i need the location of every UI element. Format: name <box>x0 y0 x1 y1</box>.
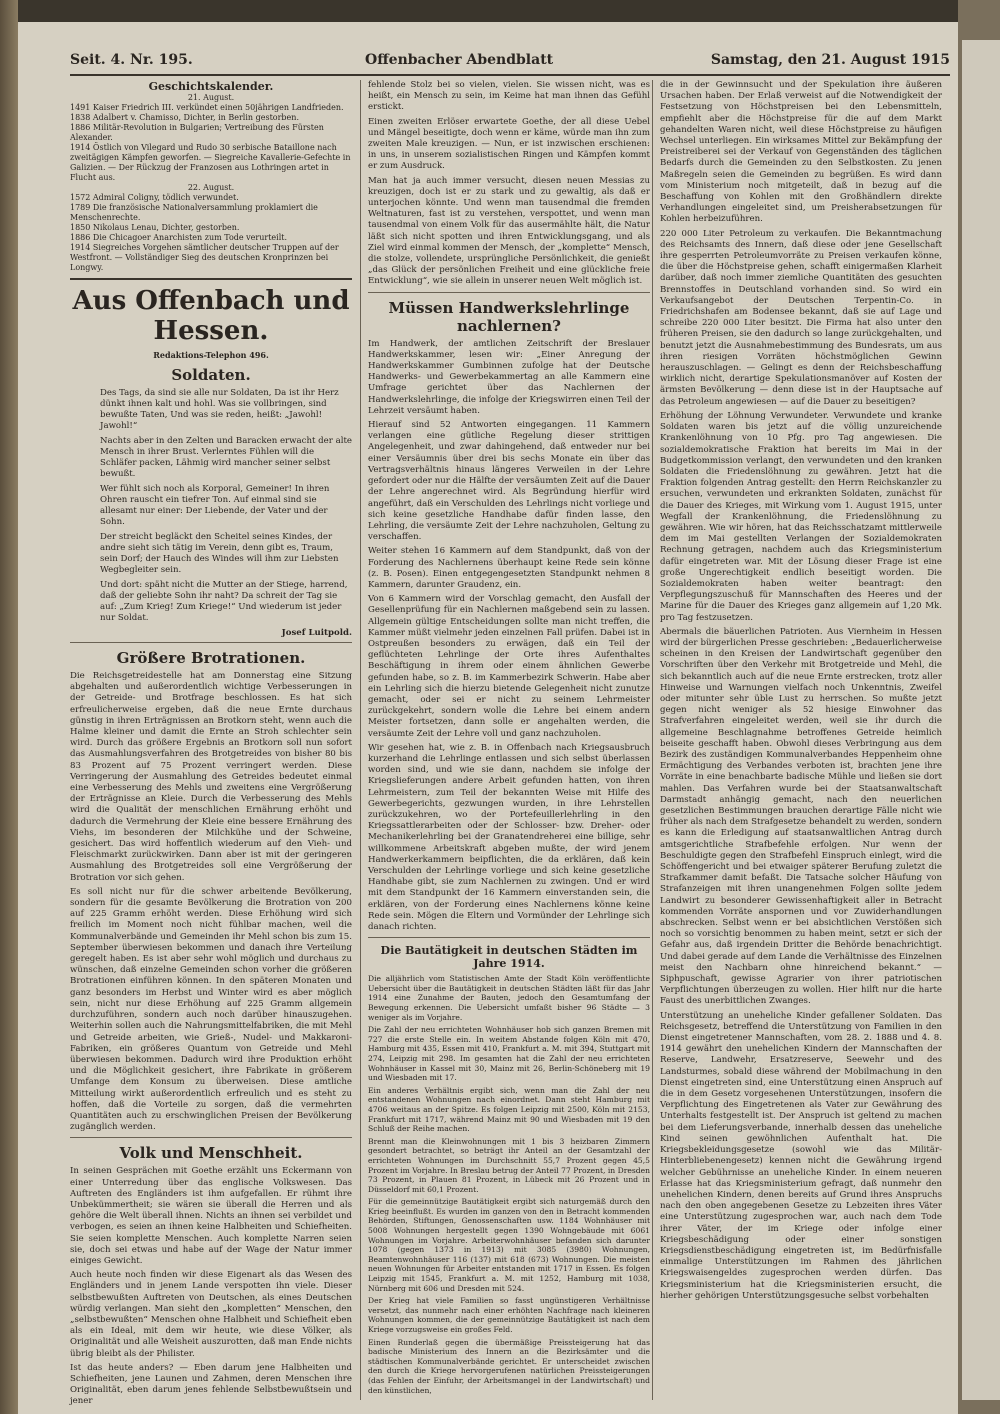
article-paragraph: die in der Gewinnsucht und der Spekulation ihre äußeren Ursachen haben. Der Erlaß verweist auf die Notwendigkeit der Festsetzung von Höchstpreisen bei den Lebensmitteln, empfiehlt aber die Höchstpreise für die auf dem Markt gehandelten Waren nicht, weil diese Höchstpreise zu häufigen Wechsel unterliegen. Ein wirksames Mittel zur Bekämpfung der Preistreiberei sei der Verkauf von Gegenständen des täglichen Bedarfs durch die Gemeinden zu den Selbstkosten. Zu jenen Maßregeln seien die Gemeinden zu begrüßen. Es wird dann vom Ministerium noch mitgeteilt, daß in bezug auf die Beschaffung von Kohlen mit den Großhändlern direkte Verhandlungen eingeleitet sind, um Preisherabsetzungen für Kohlen herbeizuführen. <box>660 80 942 225</box>
article-paragraph: fehlende Stolz bei so vielen, vielen. Sie wissen nicht, was es heißt, ein Mensch zu sein, im Keime hat man ihnen das Gefühl erstickt. <box>368 80 650 113</box>
article-paragraph: Abermals die bäuerlichen Patrioten. Aus Viernheim in Hessen wird der bürgerlichen Presse geschrieben: „Bedauerlicherweise scheinen in den Kreisen der Landwirtschaft gegenüber den Vorschriften über den Verkehr mit Brotgetreide und Mehl, die sich bekanntlich auch auf die neue Ernte erstrecken, trotz aller Hinweise und Warnungen vielfach noch Unkenntnis, Zweifel oder mitunter sehr üble Lust zu herrschen. So mußte jetzt gegen nicht weniger als 52 hiesige Einwohner das Strafverfahren eingeleitet werden, weil sie ihr durch die allgemeine Beschlagnahme betroffenes Getreide heimlich beiseite geschafft haben. Obwohl dieses Verbringung aus dem Bezirk des zuständigen Kommunalverbandes Heppenheim ohne Ermächtigung des Verbandes verboten ist, brachten jene ihre Vorräte in eine benachbarte badische Mühle und ließen sie dort mahlen. Das Verfahren wurde bei der Staatsanwaltschaft Darmstadt anhängig gemacht, nach den neuerlichen gesetzlichen Bestimmungen brauchen derartige Fälle nicht wie früher als nach dem Strafgesetze behandelt zu werden, sondern es kann die Erledigung auf staatsanwaltlichen Antrag durch amtsgerichtliche Strafbefehle erfolgen. Nur wenn der Beschuldigte gegen den Strafbefehl Einspruch einlegt, wird die Schöffengericht und bei etwaiger späterer Berufung zuletzt die Strafkammer damit befaßt. Die Tatsache solcher Häufung von Strafanzeigen mit ihren unangenehmen Folgen sollte jedem Landwirt zu besonderer Gewissenhaftigkeit aller in Betracht kommenden Vorräte anspornen und vor Zuwiderhandlungen abschrecken. Selbst wenn er bei absichtlichen Verstößen sich noch so vorsichtig benommen zu haben meint, setzt er sich der Gefahr aus, daß irgendein Dritter die Behörde benachrichtigt. Und dabei gerade auf dem Lande die Verhältnisse des Einzelnen meist den Nachbarn ohne hinreichend bekannt.“ — Siphpuschaft, gewisse Agrarier von ihrer patriotischen Verpflichtungen überzeugen zu wollen. Hier hilft nur die harte Faust des unerbittlichen Zwanges. <box>660 626 942 1007</box>
article-paragraph: Unterstützung an uneheliche Kinder gefallener Soldaten. Das Reichsgesetz, betreffend die Unterstützung von Familien in den Dienst eingetretener Mannschaften, vom 28. 2. 1888 und 4. 8. 1914 gewährt den unehelichen Kindern der Mannschaften der Reserve, Landwehr, Ersatzreserve, Seewehr und des Landsturmes, sobald diese während der Mobilmachung in den Dienst eingetreten sind, eine Unterstützung einen Anspruch auf die in dem Gesetz vorgesehenen Unterstützungen, insofern die Verpflichtung des Eingetretenen als Vater zur Gewährung des Unterhalts festgestellt ist. Der Anspruch ist geltend zu machen bei dem Lieferungsverbande, innerhalb dessen das uneheliche Kind seinen gewöhnlichen Aufenthalt hat. Die Kriegsbekleidungsgesetze (sowohl wie das Militär-Hinterbliebenengesetz) kennen nicht die Gewährung irgend welcher Gebührnisse an uneheliche Kinder. In einem neueren Erlasse hat das Kriegsministerium gefragt, daß nunmehr den unehelichen Kindern, denen bereits auf Grund ihres Anspruchs nach den oben angegebenen Gesetze zu Lebzeiten ihres Väter eine Unterstützung zugesprochen war, auch nach dem Tode ihrer Väter, der im Kriege oder infolge einer Kriegsbeschädigung oder einer sonstigen Kriegsdienstbeschädigung eingetreten ist, im Bedürfnisfalle einmalige Unterstützungen im Rahmen des jährlichen Kriegswaisengeldes zugesprochen werden dürfen. Das Kriegsministerium hat die Kriegsministerien ersucht, die hierher gehörigen Unterstützungsgesuche selbst vorbehalten <box>660 1010 942 1301</box>
calendar-entry: 1914 Siegreiches Vorgehen sämtlicher deutscher Truppen auf der Westfront. — Vollständiger Sieg des deutschen Kronprinzen bei Longwy. <box>70 243 339 272</box>
calendar-entry: 1914 Östlich von Vilegard und Rudo 30 serbische Bataillone nach zweitägigen Kämpfen geworfen. — Siegreiche Kavallerie-Gefechte in Galizien. — Der Rückzug der Franzosen aus Lothringen artet in Flucht aus. <box>70 143 351 182</box>
calendar-entry: 1572 Admiral Coligny, tödlich verwundet. <box>70 193 239 202</box>
calendar-entry: 1789 Die französische Nationalversammlung proklamiert die Menschenrechte. <box>70 203 318 222</box>
column-1 <box>70 80 352 1411</box>
calendar-date: 21. August. <box>187 93 235 102</box>
column-divider <box>360 80 361 1400</box>
article-paragraph: Auch heute noch finden wir diese Eigenart als das Wesen des Engländers und in jenem Lande verspotten ihn viele. Dieser selbstbewußten Auftreten von Deutschen, als eines Deutschen würdig verlangen. Man sieht den „kompletten“ Menschen, den „selbstbewußten“ Menschen ohne Halbheit und Schiefheit eben als ein Ideal, mit dem wir heute, wie diese Völker, als Originalität und alle Weisheit auszurotten, daß man Ende nichts übrig bleibt als der Philister. <box>70 1270 352 1359</box>
poem <box>70 388 352 624</box>
divider <box>70 278 352 280</box>
divider <box>70 642 352 643</box>
article-title: Größere Brotrationen. <box>116 649 306 667</box>
calendar-entry: 1838 Adalbert v. Chamisso, Dichter, in Berlin gestorben. <box>70 113 299 122</box>
article-paragraph: Ein anderes Verhältnis ergibt sich, wenn man die Zahl der neu entstandenen Wohnungen nach einordnet. Dann steht Hamburg mit 4706 weitaus an der Spitze. Es folgen Leipzig mit 2500, Köln mit 2153, Frankfurt mit 1717, während Mainz mit 90 und Wiesbaden mit 19 den Schluß der Reihe machen. <box>368 1085 650 1134</box>
calendar-date: 22. August. <box>187 183 235 192</box>
poem-stanza: Nachts aber in den Zelten und Baracken erwacht der alte Mensch in ihrer Brust. Verlerntes Fühlen will die Schläfer packen, Lähmig wird mancher seiner selbst bewußt. <box>100 436 353 479</box>
poem-stanza: Des Tags, da sind sie alle nur Soldaten, Da ist ihr Herz dünkt ihnen kalt und hohl. Was sie vollbringen, sind bewußte Taten, Und was sie reden, heißt: „Jawohl! Jawohl!“ <box>100 388 339 431</box>
page-header <box>70 48 950 76</box>
article-paragraph: Die Reichsgetreidestelle hat am Donnerstag eine Sitzung abgehalten und außerordentlich wichtige Verbesserungen in der Getreide- und Brotfrage beschlossen. Es hat sich erfreulicherweise ergeben, daß die neue Ernte durchaus günstig in ihren Erträgnissen an Brotkorn steht, wenn auch die Halme kleiner und damit die Ernte an Stroh schlechter sein wird. Durch das größere Ergebnis an Brotkorn soll nun sofort das Ausmahlungsverfahren des Brotgetreides von bisher 80 bis 83 Prozent auf 75 Prozent verringert werden. Diese Verringerung der Ausmahlung des Getreides bedeutet einmal eine Verbesserung des Mehls und zweitens eine Vergrößerung der Erträgnisse an Kleie. Durch die Verbesserung des Mehls wird die Qualität der menschlichen Ernährung erhöht und dadurch die Vermehrung der Kleie eine bessere Ernährung des Viehs, im besonderen der Milchkühe und der Schweine, gesichert. Das wird hoffentlich wiederum auf den Vieh- und Fleischmarkt zurückwirken. Dann aber ist mit der geringeren Ausmahlung des Brotgetreides soll eine Vergrößerung der Brotration vor sich gehen. <box>70 671 352 883</box>
article-title: Müssen Handwerkslehrlinge nachlernen? <box>388 298 630 335</box>
book-binding <box>0 0 18 1414</box>
article-paragraph: Brennt man die Kleinwohnungen mit 1 bis 3 heizbaren Zimmern gesondert betrachtet, so beträgt ihr Anteil an der Gesamtzahl der errichteten Wohnungen im Durchschnitt 55,7 Prozent gegen 45,5 Prozent im Vorjahre. In Breslau betrug der Anteil 77 Prozent, in Dresden 73 Prozent, in Plauen 81 Prozent, in Lübeck mit 26 Prozent und in Düsseldorf mit 60,1 Prozent. <box>368 1136 650 1194</box>
article-paragraph: Einen Runderlaß gegen die übermäßige Preissteigerung hat das badische Ministerium des Innern an die Bezirksämter und die städtischen Kommunalverbände gerichtet. Er unterscheidet zwischen den durch die Kriege hervorgerufenen natürlichen Preissteigerungen (das Fehlen der Einfuhr, der Arbeitsmangel in der Landwirtschaft) und den künstlichen, <box>368 1337 650 1395</box>
article-paragraph: Es soll nicht nur für die schwer arbeitende Bevölkerung, sondern für die gesamte Bevölkerung die Brotration von 200 auf 225 Gramm erhöht werden. Diese Erhöhung wird sich freilich im Moment noch nicht fühlbar machen, weil die Kommunalverbände und Gemeinden ihr Mehl schon bis zum 15. September überwiesen bekommen und danach ihre Verteilung geregelt haben. Es ist aber sehr wohl möglich und durchaus zu wünschen, daß einzelne Gemeinden schon vorher die größeren Brotrationen einführen können. In den späteren Monaten und ganz besonders im Herbst und Winter wird es aber möglich sein, nicht nur diese Erhöhung auf 225 Gramm allgemein durchzuführen, sondern auch noch darüber hinauszugehen. Weiterhin sollen auch die Nahrungsmittelfabriken, die mit Mehl und Getreide arbeiten, wie Grieß-, Nudel- und Makkaroni-Fabriken, ein größeres Quantum von Getreide und Mehl überwiesen bekommen. Dadurch wird ihre Produktion erhöht und die Möglichkeit gesichert, ihre Fabrikate in größerem Umfange dem Konsum zu überweisen. Diese amtliche Mitteilung wirkt außerordentlich erfreulich und es steht zu hoffen, daß die Vorteile zu sorgen, daß die vermehrten Quantitäten auch zu erschwinglichen Preisen der Bevölkerung zugänglich werden. <box>70 886 352 1133</box>
article-title: Die Bautätigkeit in deutschen Städten im Jahre 1914. <box>380 944 638 971</box>
section-title: Aus Offenbach und Hessen. <box>72 286 350 346</box>
article-paragraph: 220 000 Liter Petroleum zu verkaufen. Die Bekanntmachung des Reichsamts des Innern, daß diese oder jene Gesellschaft ihre gesperrten Petroleumvorräte zu Preisen verkaufen könne, die über die Höchstpreise gehen, schafft einigermaßen Klarheit darüber, daß noch immer ziemliche Quantitäten des gesuchten Brennstoffes in Deutschland vorhanden sind. So wird ein Verkaufsangebot der Deutschen Terpentin-Co. in Friedrichshafen am Bodensee bekannt, daß sie auf Lage und schreibe 220 000 Liter besitzt. Die Firma hat also unter den früheren Preisen, sie den dadurch so lange zurückgehalten, und benutzt jetzt die Ausnahmebestimmung des Bundesrats, um aus ihren riesigen Vorräten höchstmöglichen Gewinn herauszuschlagen. — Gelingt es denn der Reichsbeschaffung wirklich nicht, derartige Spekulationsmanöver auf Kosten der ärmsten Bevölkerung — denn diese ist in der Hauptsache auf das Petroleum angewiesen — auf die Dauer zu beseitigen? <box>660 228 942 407</box>
article-paragraph: Einen zweiten Erlöser erwartete Goethe, der all diese Uebel und Mängel beseitigte, doch wenn er käme, würde man ihn zum zweiten Male kreuzigen. — Nun, er ist inzwischen erschienen: in uns, in unserem sozialistischen Ringen und Kämpfen kommt er zum Ausdruck. <box>368 116 650 172</box>
article-paragraph: Man hat ja auch immer versucht, diesen neuen Messias zu kreuzigen, doch ist er zu stark und zu gewaltig, als daß er unterjochen könnte. Und wenn man tausendmal die fremden Weltnaturen, fast ist zu verstehen, verspottet, und wenn man tausendmal von einem Volk für das ausermählte hält, die Natur läßt sich nicht spotten und ihren Entwicklungsgang, und als Ziel wird einmal kommen der Mensch, der „komplette“ Mensch, die stolze, vollendete, ursprüngliche Persönlichkeit, die genießt „das Glück der persönlichen Freiheit und eine glückliche freie Entwicklung“, wie sie allein in unserer neuen Welt möglich ist. <box>368 175 650 287</box>
article-paragraph: Wir gesehen hat, wie z. B. in Offenbach nach Kriegsausbruch kurzerhand die Lehrlinge entlassen und sich selbst überlassen worden sind, und wie sie dann, nachdem sie infolge der Kriegslieferungen andere Arbeit gefunden hatten, von ihren Lehrmeistern, zum Teil der bekannten Weise mit Hilfe des Gewerbegerichts, gezwungen wurden, in ihre Lehrstellen zurückzukehren, wo der Portefeuillerlehrling in den Kriegssattlerarbeiten oder der Schlosser- bzw. Dreher- oder Mechanikerlehrling bei der Granatendreherei eine billige, sehr willkommene Arbeitskraft abgeben mußte, der wird jenem Handwerkerkammern beipflichten, die da erklären, daß kein Verschulden der Lehrlinge vorliege und sich keine gesetzliche Handhabe gibt, sie zum Nachlernen zu zwingen. Und er wird mit dem Standpunkt der 16 Kammern einverstanden sein, die erklären, von der Forderung eines Nachlernens könne keine Rede sein. Mögen die Eltern und Vormünder der Lehrlinge sich danach richten. <box>368 742 650 933</box>
poem-title: Soldaten. <box>171 366 251 384</box>
divider <box>70 1137 352 1138</box>
article-paragraph: Von 6 Kammern wird der Vorschlag gemacht, den Ausfall der Gesellenprüfung für ein Nachlernen maßgebend sein zu lassen. Allgemein gültige Entscheidungen sollte man nicht treffen, die Kammer müßt vielmehr jeden einzelnen Fall prüfen. Dabei ist in Ostpreußen besonders zu erwägen, daß ein Teil der geflüchteten Lehrlinge der Orte ihres Aufenthaltes Beschäftigung in ihrem oder einem ähnlichen Gewerbe gefunden habe, so z. B. im Kammerbezirk Schwerin. Habe aber ein Lehrling sich die hierzu bietende Gelegenheit nicht zunutze gemacht, oder sei er nicht zu seinem Lehrmeister zurückgekehrt, sondern wolle die Lehre bei einem andern Meister fortsetzen, dann solle er angehalten werden, die versäumte Zeit der Lehre voll und ganz nachzuholen. <box>368 594 650 739</box>
editorial-phone: Redaktions-Telephon 496. <box>153 350 269 360</box>
article-paragraph: Hierauf sind 52 Antworten eingegangen. 11 Kammern verlangen eine gütliche Regelung dieser strittigen Angelegenheit, und zwar dahingehend, daß entweder nur bei einer Versäumnis über drei bis sechs Monate ein über das Vertragsverhältnis hinaus längeres Verweilen in der Lehre gefordert oder nur die Hälfte der versäumten Zeit auf die Dauer der Lehre angerechnet wird. Als Begründung hierfür wird angeführt, daß ein Verschulden des Lehrlings nicht vorliege und sich keine gesetzliche Handhabe dafür finden lasse, den Lehrling, die versäumte Zeit der Lehre nachzuholen, Geltung zu verschaffen. <box>368 420 650 543</box>
column-2 <box>368 80 650 1398</box>
page-number: Seit. 4. Nr. 195. <box>70 52 193 68</box>
article-paragraph: In seinen Gesprächen mit Goethe erzählt uns Eckermann von einer Unterredung über das englische Volkswesen. Das Auftreten des Engländers ist ihm aufgefallen. Er rühmt ihre Unbekümmertheit; sie wären sie überall die Herren und als gehöre die Welt überall ihnen. Nichts an ihnen sei verbildet und verbogen, es seien an ihnen keine Halbheiten und Schiefheiten. Sie seien komplette Menschen. Auch komplette Narren seien sie, doch sei etwas und habe auf der Wage der Natur immer einiges Gewicht. <box>70 1166 352 1266</box>
article-paragraph: Die Zahl der neu errichteten Wohnhäuser hob sich ganzen Bremen mit 727 die erste Stelle ein. In weitem Abstande folgen Köln mit 470, Hamburg mit 435, Essen mit 410, Frankfurt a. M. mit 394, Stuttgart mit 274, Leipzig mit 298. Im gesamten hat die Zahl der neu errichteten Wohnhäuser in Kassel mit 30, Mainz mit 26, Berlin-Schöneberg mit 19 und Wiesbaden mit 17. <box>368 1025 650 1083</box>
article-paragraph: Ist das heute anders? — Eben darum jene Halbheiten und Schiefheiten, jene Launen und Zahmen, deren Menschen ihre Originalität, eben darum jenes fehlende Selbstbewußtsein und jener <box>70 1362 352 1407</box>
poem-stanza: Der streicht begläckt den Scheitel seines Kindes, der andre sieht sich tätig im Verein, denn gibt es, Traum, sein Dorf; der Hauch des Windes will ihm zur Liebsten Wegbegleiter sein. <box>100 532 339 575</box>
poem-stanza: Wer fühlt sich noch als Korporal, Gemeiner! In ihren Ohren rauscht ein tiefrer Ton. Auf einmal sind sie allesamt nur einer: Der Liebende, der Vater und der Sohn. <box>100 484 330 527</box>
article-paragraph: Der Krieg hat viele Familien so fasst ungünstigeren Verhältnisse versetzt, das nunmehr nach einer erhöhten Nachfrage nach kleineren Wohnungen kommen, die der gemeinnützige Bautätigkeit ist nach dem Kriege vorzugsweise ein großes Feld. <box>368 1296 650 1334</box>
article-paragraph: Weiter stehen 16 Kammern auf dem Standpunkt, daß von der Forderung des Nachlernens überhaupt keine Rede sein könne (z. B. Posen). Einen entgegengesetzten Standpunkt nehmen 8 Kammern, darunter Graudenz, ein. <box>368 546 650 590</box>
article-paragraph: Für die gemeinnützige Bautätigkeit ergibt sich naturgemäß durch den Krieg beeinflußt. Es wurden im ganzen von den in Betracht kommenden Behörden, Stiftungen, Genossenschaften usw. 1184 Wohnhäuser mit 5008 Wohnungen hergestellt gegen 1390 Wohngebäude mit 6061 Wohnungen im Vorjahre. Arbeiterwohnhäuser befanden sich darunter 1078 (gegen 1373 in 1913) mit 3085 (3980) Wohnungen, Beamtenwohnhäuser 116 (137) mit 618 (673) Wohnungen. Die meisten neuen Wohnungen für Arbeiter entstanden mit 1717 in Essen. Es folgen Leipzig mit 1545, Frankfurt a. M. mit 1252, Hamburg mit 1038, Nürnberg mit 606 und Dresden mit 524. <box>368 1197 650 1293</box>
divider <box>368 937 650 938</box>
article-paragraph: Erhöhung der Löhnung Verwundeter. Verwundete und kranke Soldaten waren bis jetzt auf die völlig unzureichende Krankenlöhnung von 10 Pfg. pro Tag angewiesen. Die sozialdemokratische Fraktion hat bereits im Mai in der Budgetkommission verlangt, den verwundeten und den kranken Soldaten die Friedenslöhnung zu gewähren. Jetzt hat die Fraktion folgenden Antrag gestellt: den Herrn Reichskanzler zu ersuchen, verwundeten und erkrankten Soldaten, zunächst für die Dauer des Krieges, mit Wirkung vom 1. August 1915, unter Wegfall der Krankenlöhnung, die Friedenslöhnung zu gewähren. Wie wir hören, hat das Reichsschatzamt mittlerweile dem im Mai gestellten Verlangen der Sozialdemokraten Rechnung getragen, nachdem auch das Kriegsministerium dafür eingetreten war. Mit der Lösung dieser Frage ist eine große Ungerechtigkeit endlich beseitigt worden. Die Sozialdemokraten haben weiter beantragt: den Verpflegungszuschuß für Mannschaften des Heeres und der Marine für die Dauer des Krieges ganz allgemein auf 1,20 Mk. pro Tag festzusetzen. <box>660 410 942 623</box>
calendar-entry: 1886 Militär-Revolution in Bulgarien; Vertreibung des Fürsten Alexander. <box>70 123 324 142</box>
poem-stanza: Und dort: späht nicht die Mutter an der Stiege, harrend, daß der geliebte Sohn ihr naht? Da schreit der Tag sie auf: „Zum Krieg! Zum Kriege!“ Und wiederum ist jeder nur Soldat. <box>100 580 348 623</box>
calendar-entry: 1491 Kaiser Friedrich III. verkündet einen 50jährigen Landfrieden. <box>70 103 344 112</box>
history-calendar <box>70 93 352 273</box>
column-divider <box>652 80 653 1400</box>
newspaper-title: Offenbacher Abendblatt <box>365 52 554 68</box>
issue-date: Samstag, den 21. August 1915 <box>710 52 950 68</box>
calendar-entry: 1886 Die Chicagoer Anarchisten zum Tode verurteilt. <box>70 233 288 242</box>
calendar-entry: 1850 Nikolaus Lenau, Dichter, gestorben. <box>70 223 240 232</box>
poem-author: Josef Luitpold. <box>281 628 352 638</box>
calendar-title: Geschichtskalender. <box>148 80 274 93</box>
column-3 <box>660 80 942 1305</box>
article-paragraph: Im Handwerk, der amtlichen Zeitschrift der Breslauer Handwerkskammer, lesen wir: „Einer Anregung der Handwerkskammer Gumbinnen zufolge hat der Deutsche Handwerks- und Gewerbekammertag an alle Kammern eine Umfrage gerichtet über das Nachlernen der Handwerkslehrlinge, die infolge der Kriegswirren einen Teil der Lehrzeit versäumt haben. <box>368 338 650 416</box>
article-paragraph: Die alljährlich vom Statistischen Amte der Stadt Köln veröffentlichte Uebersicht über die Bautätigkeit in deutschen Städten läßt für das Jahr 1914 eine Zunahme der Bauten, jedoch den Gesamtumfang der Bewegung erkennen. Die Uebersicht umfaßt bisher 96 Städte — 3 weniger als im Vorjahre. <box>368 974 650 1022</box>
divider <box>368 292 650 293</box>
article-title: Volk und Menschheit. <box>119 1144 303 1163</box>
adjacent-page-edge <box>962 40 1000 1400</box>
